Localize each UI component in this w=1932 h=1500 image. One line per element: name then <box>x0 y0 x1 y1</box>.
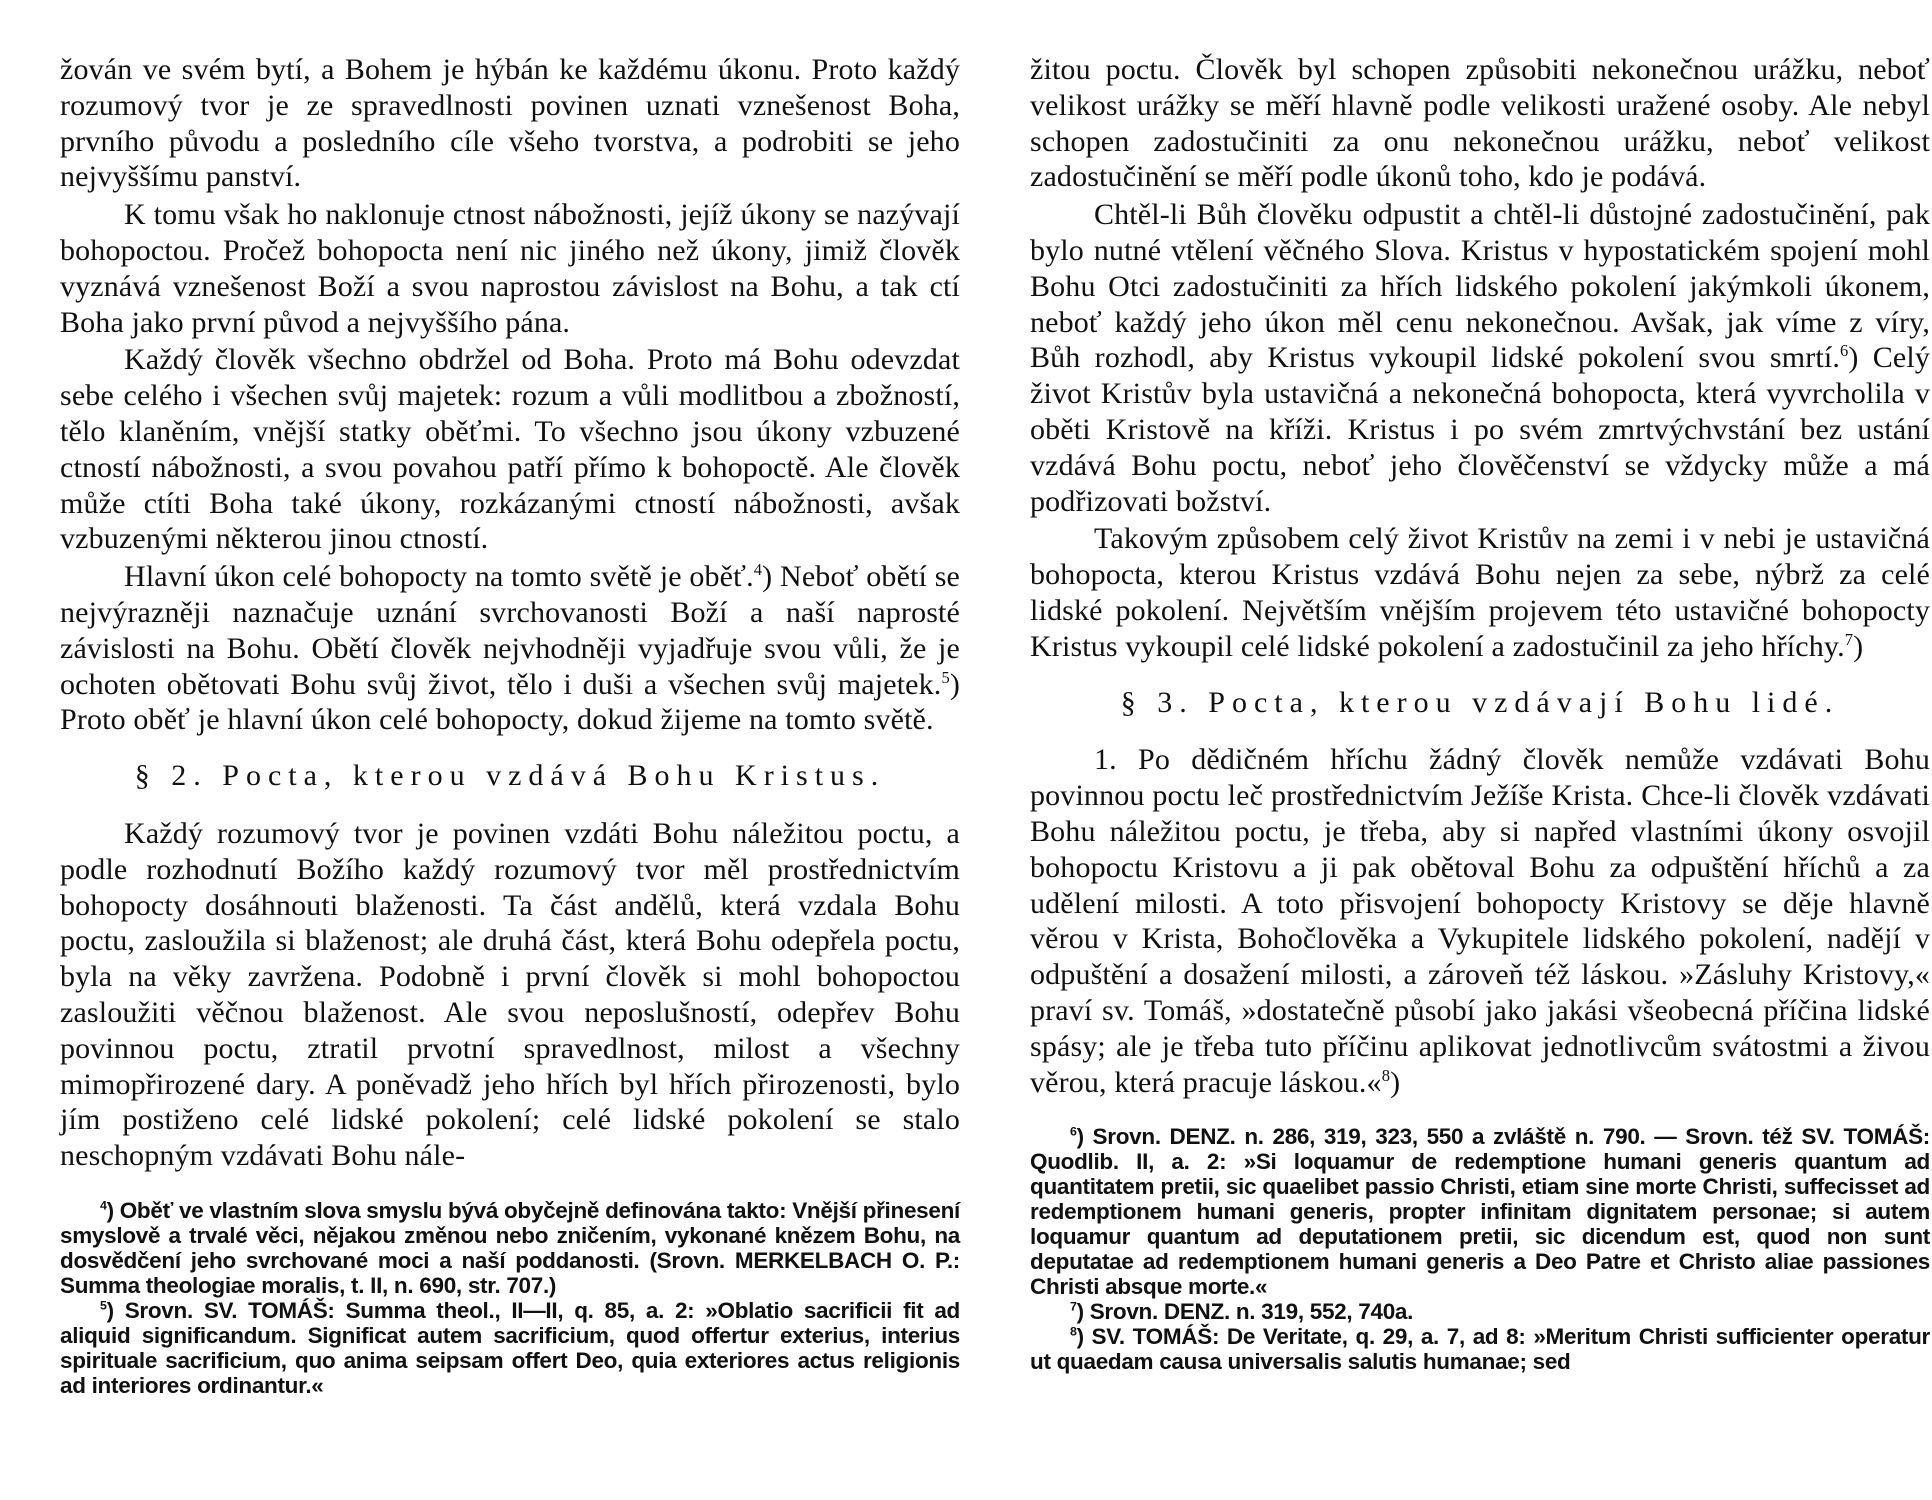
text-run: ) <box>1853 629 1864 663</box>
footnote-text: ) Srovn. SV. TOMÁŠ: Summa theol., II—II, q. 85, a. 2: »Oblatio sacrificii fit ad aliquid significandum. Significat autem sacrificium, quod offertur exterius, interius spirituale sacrificium, quo anima seipsam offert Deo, quia exteriores actus religionis ad interiores ordinantur.« <box>60 1297 960 1398</box>
footnote-text: ) SV. TOMÁŠ: De Veritate, q. 29, a. 7, ad 8: »Meritum Christi sufficienter operatur ut quaedam causa universalis salutis humanae; sed <box>1030 1324 1930 1375</box>
body-paragraph: žitou poctu. Člověk byl schopen způsobiti nekonečnou urážku, neboť velikost urážky se měří hlavně podle velikosti uražené osoby. Ale nebyl schopen zadostučiniti za onu nekonečnou urážku, neboť velikost zadostučinění se měří podle úkonů toho, kdo je podává. <box>1030 53 1930 194</box>
body-paragraph <box>1030 742 1930 1100</box>
footnote <box>1030 1124 1930 1299</box>
footnote <box>60 1298 960 1398</box>
footnote <box>1030 1324 1930 1374</box>
footnote-ref: 7 <box>1844 629 1854 649</box>
section-heading: § 2. Pocta, kterou vzdává Bohu Kristus. <box>134 759 886 793</box>
footnote-text: ) Srovn. DENZ. n. 319, 552, 740a. <box>1076 1299 1414 1325</box>
text-run: ) <box>1390 1065 1401 1099</box>
footnote-ref: 5 <box>941 667 950 687</box>
body-paragraph: Každý člověk všechno obdržel od Boha. Proto má Bohu odevzdat sebe celého i všechen svůj majetek: rozum a vůli modlitbou a zbožností, tělo klaněním, vnější statky oběťmi. To všechno jsou úkony vzbuzené ctností nábožnosti, a svou povahou patří přímo k bohopoctě. Ale člověk může ctíti Boha také úkony, rozkázanými ctností nábožnosti, avšak vzbuzenými některou jinou ctností. <box>60 343 960 556</box>
footnote <box>60 1198 960 1298</box>
footnote-mark: 7 <box>1070 1299 1077 1314</box>
body-paragraph <box>60 559 960 738</box>
body-paragraph <box>1030 521 1930 664</box>
left-page <box>60 52 960 1492</box>
right-page <box>1030 52 1930 1492</box>
footnote-text: ) Oběť ve vlastním slova smyslu bývá obyčejně definována takto: Vnější přinesení smyslově a trvalé věci, nějakou změnou nebo zničením, vykonané knězem Bohu, na dosvědčení jeho svrchované moci a naší poddanosti. (Srovn. MERKELBACH O. P.: Summa theologiae moralis, t. II, n. 690, str. 707.) <box>60 1197 960 1298</box>
text-run: Chtěl-li Bůh člověku odpustit a chtěl-li důstojné zadostučinění, pak bylo nutné vtělení věčného Slova. Kristus v hypostatickém spojení mohl Bohu Otci zadostučiniti za hřích lidského pokolení jakýmkoli úkonem, neboť každý jeho úkon měl cenu nekonečnou. Avšak, jak víme z víry, Bůh rozhodl, aby Kristus vykoupil lidské pokolení svou smrtí. <box>1030 198 1930 375</box>
text-run: 1. Po dědičném hříchu žádný člověk nemůže vzdávati Bohu povinnou poctu leč prostřednictvím Ježíše Krista. Chce-li člověk vzdávati Bohu náležitou poctu, je třeba, aby si napřed vlastními úkony osvojil bohopoctu Kristovu a ji pak obětoval Bohu za odpuštění hříchů a za udělení milosti. A toto přisvojení bohopocty Kristovy se děje hlavně věrou v Krista, Bohočlověka a Vykupitele lidského pokolení, nadějí v odpuštění a dosažení milosti, a zároveň též láskou. »Zásluhy Kristovy,« praví sv. Tomáš, »dostatečně působí jako jakási všeobecná příčina lidské spásy; ale je třeba tuto příčinu aplikovat jednotlivcům svátostmi a živou věrou, která pracuje láskou.« <box>1030 743 1930 1099</box>
body-paragraph <box>1030 197 1930 519</box>
footnote-text: ) Srovn. DENZ. n. 286, 319, 323, 550 a zvláště n. 790. — Srovn. též SV. TOMÁŠ: Quodlib. II, a. 2: »Si loquamur de redemptione humani generis quantum ad quantitatem pretii, sic quaelibet passio Christi, etiam sine morte Christi, suffecisset ad redemptionem humani generis, propter infinitam dignitatem personae; si autem loquamur quantum ad deputationem pretii, sic dicendum est, quod non sunt deputatae ad redemptionem humani generis a Deo Patre et Christo aliae passiones Christi absque morte.« <box>1030 1124 1930 1300</box>
footnote <box>1030 1299 1930 1324</box>
text-run: Hlavní úkon celé bohopocty na tomto světě je oběť. <box>124 560 754 594</box>
footnote-mark: 6 <box>1070 1124 1077 1139</box>
text-run: Takovým způsobem celý život Kristův na zemi i v nebi je ustavičná bohopocta, kterou Kristus vzdává Bohu nejen za sebe, nýbrž za celé lidské pokolení. Největším vnějším projevem této ustavičné bohopocty Kristus vykoupil celé lidské pokolení a zadostučinil za jeho hříchy. <box>1030 522 1930 663</box>
footnote-mark: 5 <box>100 1298 107 1313</box>
body-paragraph: Každý rozumový tvor je povinen vzdáti Bohu náležitou poctu, a podle rozhodnutí Božího každý rozumový tvor měl prostřednictvím bohopocty dosáhnouti blaženosti. Ta část andělů, která vzdala Bohu poctu, zasloužila si blaženost; ale druhá část, která Bohu odepřela poctu, byla na věky zavržena. Podobně i první člověk si mohl bohopoctou zasloužiti věčnou blaženost. Ale svou neposlušností, odepřev Bohu povinnou poctu, ztratil prvotní spravedlnost, milost a všechny mimopřirozené dary. A poněvadž jeho hřích byl hřích přirozenosti, bylo jím postiženo celé lidské pokolení; celé lidské pokolení se stalo neschopným vzdávati Bohu nále- <box>60 816 960 1173</box>
body-paragraph: žován ve svém bytí, a Bohem je hýbán ke každému úkonu. Proto každý rozumový tvor je ze spravedlnosti povinen uznati vznešenost Boha, prvního původu a posledního cíle všeho tvorstva, a podrobiti se jeho nejvyššímu panství. <box>60 53 960 194</box>
footnote-mark: 8 <box>1070 1324 1077 1339</box>
text-run: ) Celý život Kristův byla ustavičná a nekonečná bohopocta, která vyvrcholila v oběti Kristově na kříži. Kristus i po svém zmrtvýchvstání bez ustání vzdává Bohu poctu, neboť jeho člověčenství se vždycky může a má podřizovati božství. <box>1030 341 1930 518</box>
footnotes <box>1030 1124 1930 1374</box>
footnotes <box>60 1198 960 1398</box>
text-run: ) Proto oběť je hlavní úkon celé bohopocty, dokud žijeme na tomto světě. <box>60 667 960 737</box>
section-heading: § 3. Pocta, kterou vzdávají Bohu lidé. <box>1120 685 1840 719</box>
footnote-ref: 4 <box>753 560 763 580</box>
footnote-mark: 4 <box>100 1198 107 1213</box>
text-run: ) Neboť obětí se nejvýrazněji naznačuje uznání svrchovanosti Boží a naší naprosté závislosti na Bohu. Obětí člověk nejvhodněji vyjadřuje svou vůli, že je ochoten obětovati Bohu svůj život, tělo i duši a všechen svůj majetek. <box>60 560 960 701</box>
footnote-ref: 8 <box>1381 1065 1391 1085</box>
body-paragraph: K tomu však ho naklonuje ctnost nábožnosti, jejíž úkony se nazývají bohopoctou. Pročež bohopocta není nic jiného než úkony, jimiž člověk vyznává vznešenost Boží a svou naprostou závislost na Bohu, a tak ctí Boha jako první původ a nejvyššího pána. <box>60 198 960 339</box>
footnote-ref: 6 <box>1839 341 1849 361</box>
